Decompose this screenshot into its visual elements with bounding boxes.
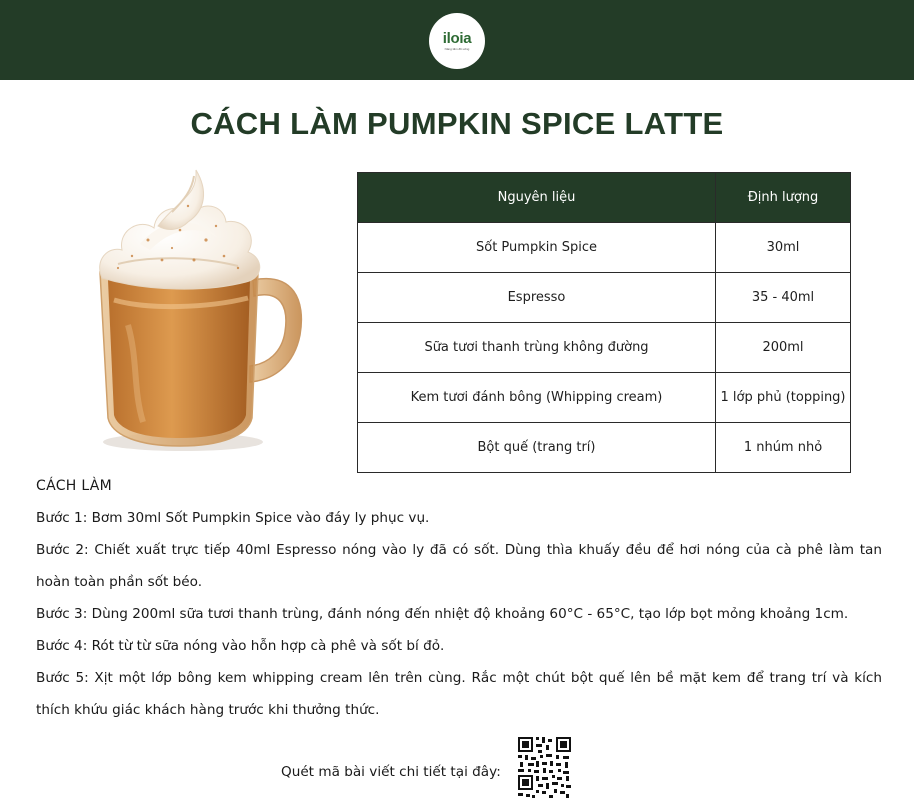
method-heading: CÁCH LÀM [36,478,113,494]
qr-code-icon[interactable] [516,735,573,800]
ingredient-cell: Sữa tươi thanh trùng không đường [358,323,716,373]
quantity-cell: 1 lớp phủ (topping) [716,373,851,423]
table-row [358,323,851,373]
step-2: Bước 2: Chiết xuất trực tiếp 40ml Espresso nóng vào ly đã có sốt. Dùng thìa khuấy đều để hơi nóng của cà phê làm tan hoàn toàn phần sốt béo. [36,542,882,590]
ingredient-cell: Kem tươi đánh bông (Whipping cream) [358,373,716,423]
quantity-cell: 1 nhúm nhỏ [716,423,851,473]
pumpkin-spice-latte-image [88,160,318,455]
quantity-cell: 35 - 40ml [716,273,851,323]
step-4: Bước 4: Rót từ từ sữa nóng vào hỗn hợp cà phê và sốt bí đỏ. [36,638,445,654]
method-section [36,470,882,726]
header-ingredient: Nguyên liệu [358,173,716,223]
top-banner [0,0,914,80]
step-5: Bước 5: Xịt một lớp bông kem whipping cream lên trên cùng. Rắc một chút bột quế lên bề mặt kem để trang trí và kích thích khứu giác khách hàng trước khi thưởng thức. [36,670,882,718]
ingredients-table [357,172,851,473]
ingredient-cell: Bột quế (trang trí) [358,423,716,473]
ingredient-cell: Sốt Pumpkin Spice [358,223,716,273]
step-1: Bước 1: Bơm 30ml Sốt Pumpkin Spice vào đáy ly phục vụ. [36,510,430,526]
logo-tagline: Nâng tầm đồ uống [444,47,470,51]
page-title: CÁCH LÀM PUMPKIN SPICE LATTE [190,106,724,141]
header-quantity: Định lượng [716,173,851,223]
quantity-cell: 200ml [716,323,851,373]
table-header-row [358,173,851,223]
qr-label: Quét mã bài viết chi tiết tại đây: [281,764,501,780]
logo-wordmark: iloia [442,30,472,47]
table-row [358,423,851,473]
table-row [358,223,851,273]
ingredient-cell: Espresso [358,273,716,323]
brand-logo[interactable] [429,13,485,69]
step-3: Bước 3: Dùng 200ml sữa tươi thanh trùng, đánh nóng đến nhiệt độ khoảng 60°C - 65°C, tạo lớp bọt mỏng khoảng 1cm. [36,606,849,622]
table-row [358,273,851,323]
quantity-cell: 30ml [716,223,851,273]
table-row [358,373,851,423]
